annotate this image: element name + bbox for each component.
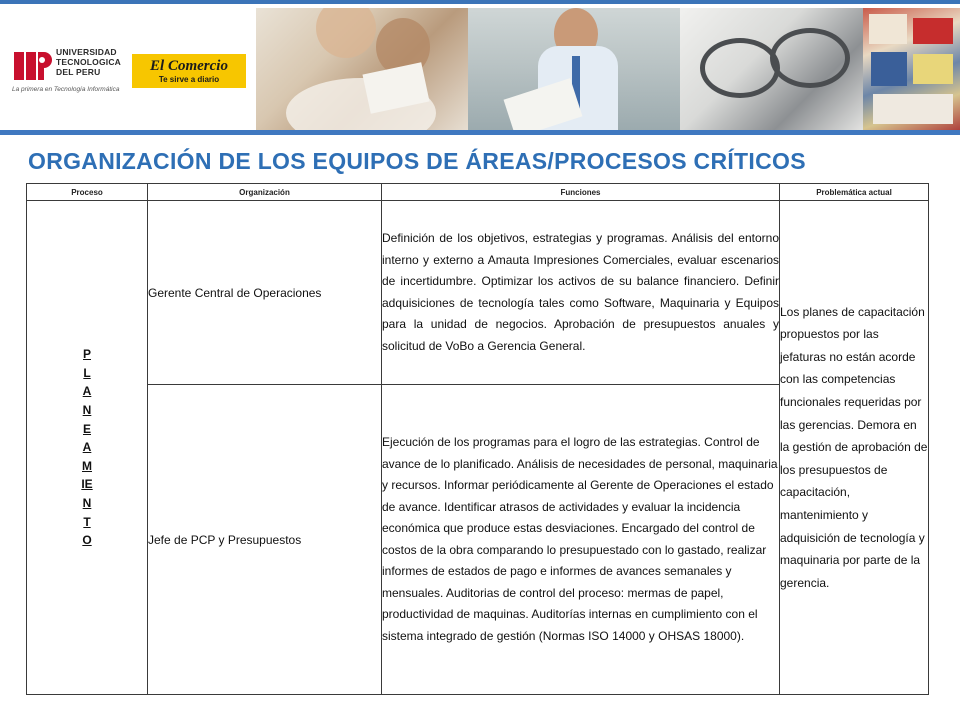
- organizacion-cell: Gerente Central de Operaciones: [148, 201, 382, 385]
- elcomercio-name: El Comercio: [150, 58, 228, 74]
- utp-logo: [12, 44, 130, 96]
- header-proceso: Proceso: [27, 184, 148, 201]
- photo-man-newspaper: [468, 8, 680, 134]
- header-funciones: Funciones: [382, 184, 780, 201]
- elcomercio-tagline: Te sirve a diario: [158, 75, 220, 84]
- process-table: [26, 183, 929, 695]
- photo-newspapers: [863, 8, 960, 134]
- elcomercio-logo: [132, 54, 246, 88]
- funciones-cell: Definición de los objetivos, estrategias y programas. Análisis del entorno interno y externo a Amauta Impresiones Comerciales, evaluar escenarios de incertidumbre. Optimizar los activos de su balance financiero. Definir adquisiciones de tecnología tales como Software, Maquinaria y Equipos para la unidad de negocios. Aprobación de presupuestos anuales y solicitud de VoBo a Gerencia General.: [382, 201, 780, 385]
- header-banner: [0, 4, 960, 132]
- process-cell: [27, 201, 148, 695]
- photo-family-reading: [256, 8, 468, 134]
- header-bottom-rule: [0, 130, 960, 135]
- header-problematica: Problemática actual: [780, 184, 929, 201]
- funciones-cell: Ejecución de los programas para el logro de las estrategias. Control de avance de lo planificado. Análisis de necesidades de personal, maquinaria y recursos. Informar periódicamente al Gerente de Operaciones el estado de avance. Identificar atrasos de actividades y evaluar la incidencia económica que produce estas desviaciones. Encargado del control de costos de la obra comparando lo presupuestado con lo gastado, realizar informes de estados de pago e informes de avances semanales y mensuales. Auditorias de control del proceso: mermas de papel, productividad de maquinas. Auditorías internas en cumplimiento con el sistema integrado de gestión (Normas ISO 14000 y OHSAS 18000).: [382, 385, 780, 695]
- page-title: ORGANIZACIÓN DE LOS EQUIPOS DE ÁREAS/PROCESOS CRÍTICOS: [28, 148, 806, 174]
- header-organizacion: Organización: [148, 184, 382, 201]
- table-header-row: [27, 184, 929, 201]
- table-row: [27, 201, 929, 385]
- utp-name: UNIVERSIDAD TECNOLOGICA DEL PERU: [56, 47, 122, 77]
- photo-glasses-document: [680, 8, 863, 134]
- process-name: PLANEAMIENTO: [81, 347, 93, 548]
- organizacion-cell: Jefe de PCP y Presupuestos: [148, 385, 382, 695]
- utp-tagline: La primera en Tecnología Informática: [12, 86, 120, 93]
- utp-emblem-icon: [12, 46, 52, 86]
- problematica-cell: Los planes de capacitación propuestos por las jefaturas no están acorde con las competencias funcionales requeridas por las gerencias. Demora en la gestión de aprobación de los presupuestos de capacitación, mantenimiento y adquisición de tecnología y maquinaria por parte de la gerencia.: [780, 201, 929, 695]
